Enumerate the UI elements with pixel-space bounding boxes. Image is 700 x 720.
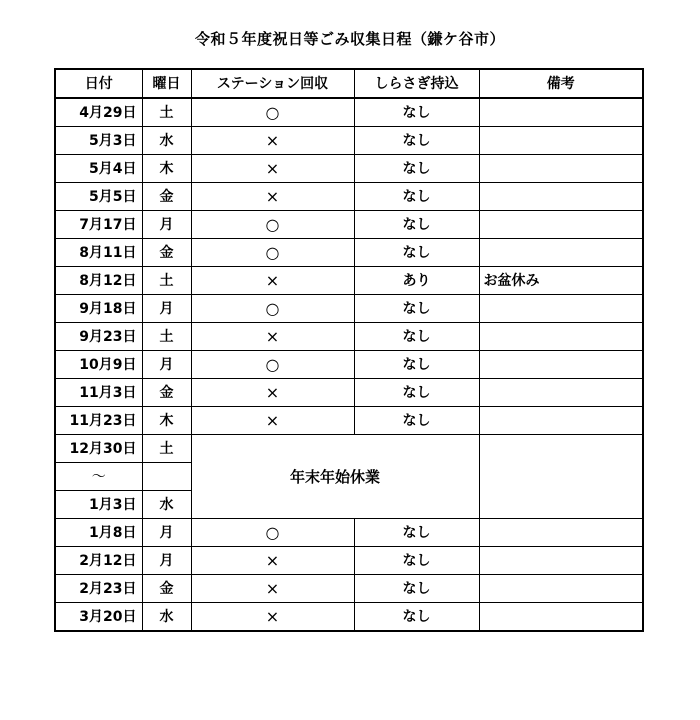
cell-date: 11月3日	[55, 379, 142, 407]
table-row	[55, 267, 643, 295]
cell-note	[479, 295, 643, 323]
cell-weekday: 金	[142, 379, 191, 407]
cell-station: ○	[191, 295, 354, 323]
cell-date: 8月12日	[55, 267, 142, 295]
table-header-row	[55, 69, 643, 98]
cell-note: お盆休み	[479, 267, 643, 295]
cell-shirasagi: なし	[354, 575, 479, 603]
cell-note	[479, 323, 643, 351]
cell-date: 1月3日	[55, 491, 142, 519]
table-row	[55, 351, 643, 379]
cell-station: ×	[191, 379, 354, 407]
cell-shirasagi: なし	[354, 183, 479, 211]
cell-note	[479, 351, 643, 379]
page-title: 令和５年度祝日等ごみ収集日程（鎌ケ谷市）	[194, 30, 505, 48]
table-row	[55, 603, 643, 632]
cell-date: 5月4日	[55, 155, 142, 183]
cell-station: ×	[191, 127, 354, 155]
cell-station: ×	[191, 183, 354, 211]
table-row	[55, 379, 643, 407]
cell-weekday: 月	[142, 211, 191, 239]
header-shirasagi: しらさぎ持込	[354, 69, 479, 98]
cell-weekday: 水	[142, 127, 191, 155]
cell-date: 9月18日	[55, 295, 142, 323]
cell-shirasagi: なし	[354, 239, 479, 267]
table-row	[55, 435, 643, 463]
cell-shirasagi: なし	[354, 519, 479, 547]
cell-station: ×	[191, 323, 354, 351]
cell-shirasagi: なし	[354, 603, 479, 632]
table-row	[55, 127, 643, 155]
cell-station: ×	[191, 155, 354, 183]
cell-station: ○	[191, 98, 354, 127]
table-row	[55, 547, 643, 575]
cell-note	[479, 547, 643, 575]
cell-shirasagi: なし	[354, 547, 479, 575]
cell-station: ×	[191, 407, 354, 435]
table-row	[55, 155, 643, 183]
cell-shirasagi: なし	[354, 407, 479, 435]
cell-station: ○	[191, 211, 354, 239]
cell-tilde: ～	[55, 463, 142, 491]
cell-weekday: 月	[142, 295, 191, 323]
cell-shirasagi: なし	[354, 211, 479, 239]
table-row	[55, 407, 643, 435]
cell-station: ×	[191, 575, 354, 603]
cell-date: 4月29日	[55, 98, 142, 127]
cell-shirasagi: なし	[354, 295, 479, 323]
cell-weekday: 木	[142, 407, 191, 435]
cell-date: 1月8日	[55, 519, 142, 547]
cell-note	[479, 239, 643, 267]
cell-date: 10月9日	[55, 351, 142, 379]
cell-weekday: 金	[142, 575, 191, 603]
cell-date: 2月23日	[55, 575, 142, 603]
table-row	[55, 239, 643, 267]
cell-weekday: 月	[142, 547, 191, 575]
header-date: 日付	[55, 69, 142, 98]
cell-shirasagi: なし	[354, 155, 479, 183]
cell-weekday: 土	[142, 267, 191, 295]
cell-shirasagi: なし	[354, 351, 479, 379]
cell-date: 3月20日	[55, 603, 142, 632]
cell-shirasagi: あり	[354, 267, 479, 295]
header-station: ステーション回収	[191, 69, 354, 98]
cell-note	[479, 519, 643, 547]
cell-note	[479, 211, 643, 239]
table-row	[55, 98, 643, 127]
table-row	[55, 295, 643, 323]
cell-note	[479, 379, 643, 407]
cell-weekday: 月	[142, 351, 191, 379]
cell-weekday: 月	[142, 519, 191, 547]
cell-station: ○	[191, 239, 354, 267]
cell-shirasagi: なし	[354, 98, 479, 127]
cell-shirasagi: なし	[354, 127, 479, 155]
header-weekday: 曜日	[142, 69, 191, 98]
cell-station: ×	[191, 267, 354, 295]
cell-date: 7月17日	[55, 211, 142, 239]
cell-weekday: 土	[142, 98, 191, 127]
cell-station: ○	[191, 519, 354, 547]
cell-weekday: 金	[142, 239, 191, 267]
cell-date: 11月23日	[55, 407, 142, 435]
cell-weekday: 土	[142, 435, 191, 463]
header-note: 備考	[479, 69, 643, 98]
cell-shirasagi: なし	[354, 323, 479, 351]
cell-note	[479, 127, 643, 155]
cell-weekday	[142, 463, 191, 491]
cell-note	[479, 575, 643, 603]
cell-note	[479, 603, 643, 632]
year-end-holiday-label: 年末年始休業	[191, 435, 479, 519]
cell-station: ×	[191, 603, 354, 632]
cell-station: ×	[191, 547, 354, 575]
cell-note	[479, 183, 643, 211]
cell-date: 5月3日	[55, 127, 142, 155]
cell-note	[479, 98, 643, 127]
table-row	[55, 323, 643, 351]
cell-date: 9月23日	[55, 323, 142, 351]
cell-station: ○	[191, 351, 354, 379]
cell-date: 12月30日	[55, 435, 142, 463]
cell-date: 5月5日	[55, 183, 142, 211]
schedule-table	[54, 68, 644, 632]
table-row	[55, 519, 643, 547]
cell-weekday: 水	[142, 603, 191, 632]
cell-note	[479, 435, 643, 519]
table-row	[55, 211, 643, 239]
cell-note	[479, 155, 643, 183]
cell-weekday: 水	[142, 491, 191, 519]
table-row	[55, 575, 643, 603]
cell-shirasagi: なし	[354, 379, 479, 407]
cell-weekday: 金	[142, 183, 191, 211]
cell-note	[479, 407, 643, 435]
cell-weekday: 木	[142, 155, 191, 183]
cell-date: 2月12日	[55, 547, 142, 575]
cell-weekday: 土	[142, 323, 191, 351]
cell-date: 8月11日	[55, 239, 142, 267]
table-row	[55, 183, 643, 211]
